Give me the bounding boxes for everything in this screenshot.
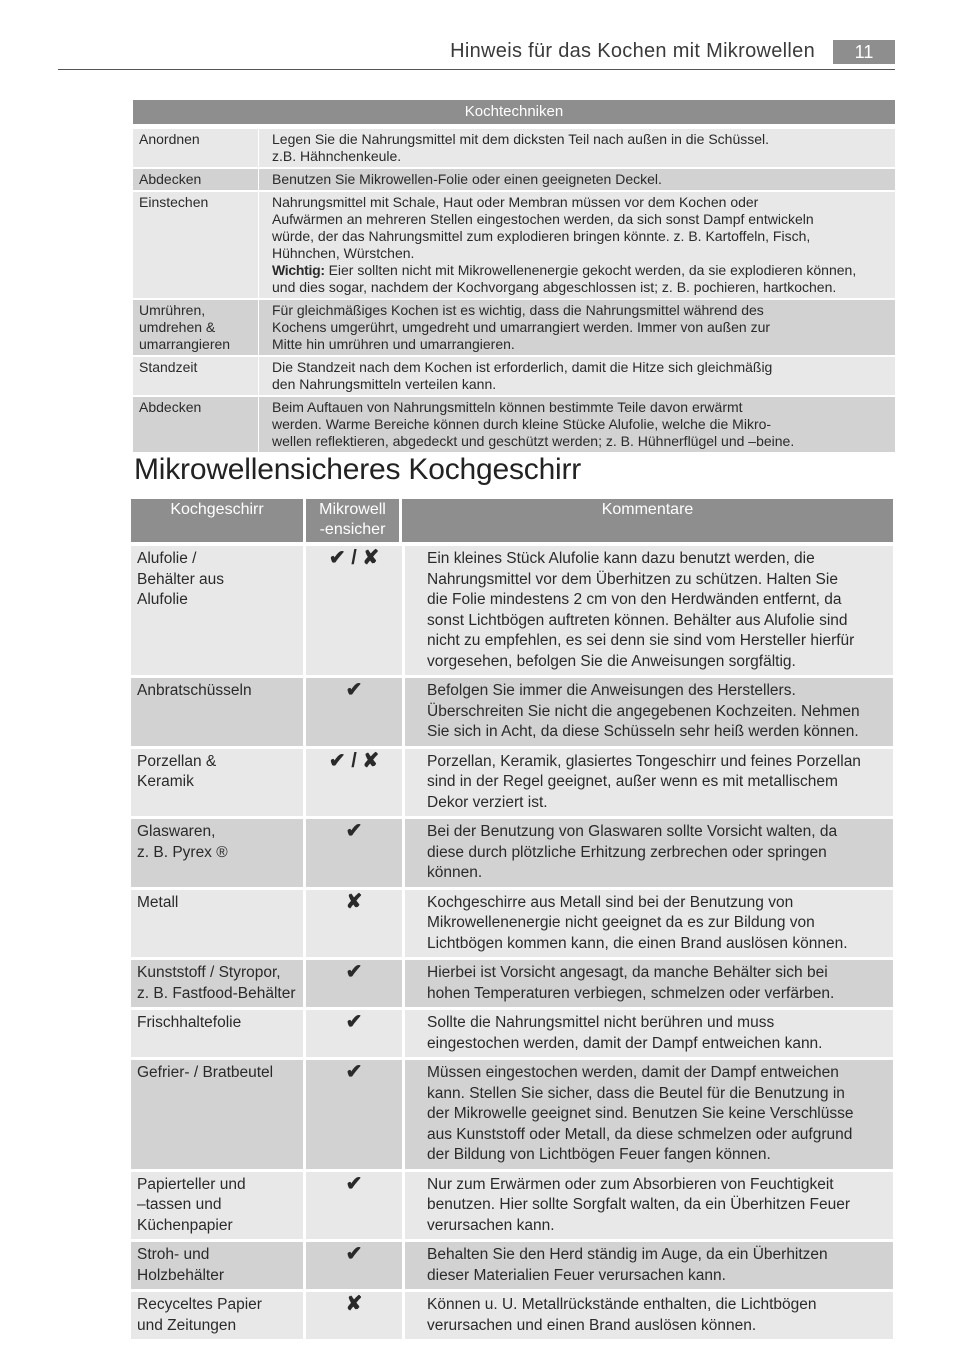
page-header [58,36,895,70]
microwave-safe-mark: ✔ [306,678,402,746]
header-kochgeschirr: Kochgeschirr [131,499,303,542]
cookware-name: Gefrier- / Bratbeutel [131,1060,303,1169]
table-row [131,546,893,675]
technique-name: Einstechen [133,192,259,298]
cookware-comment: Müssen eingestochen werden, damit der Dampf entweichen kann. Stellen Sie sicher, dass die Beutel für die Benutzung in der Mikrowelle geeignet sind. Benutzen Sie keine Verschlüsse aus Kunststoff oder Metall, da diese schmelzen oder aufgrund der Bildung von Lichtbögen Feuer fangen können. [405,1060,893,1169]
technique-desc: Legen Sie die Nahrungsmittel mit dem dicksten Teil nach außen in die Schüssel. z.B. Hähnchenkeule. [272,131,770,164]
cookware-name: Metall [131,890,303,958]
table-row [131,1242,893,1289]
technique-name: Abdecken [133,169,259,190]
table-row [133,300,895,357]
technique-desc: Beim Auftauen von Nahrungsmitteln können bestimmte Teile davon erwärmt werden. Warme Bereiche können durch kleine Stücke Alufolie, welche die Mikro- wellen reflektieren, abgedeckt und geschützt werden; z. B. Hühnerflügel und –beine. [272,399,795,449]
microwave-safe-mark: ✔ [306,819,402,887]
table-row [133,397,895,454]
microwave-safe-mark: ✔ [306,1060,402,1169]
cookware-comment: Kochgeschirre aus Metall sind bei der Benutzung von Mikrowellenenergie nicht geeignet da es zur Bildung von Lichtbögen kommen kann, die einen Brand auslösen können. [405,890,893,958]
cookware-comment: Hierbei ist Vorsicht angesagt, da manche Behälter sich bei hohen Temperaturen verbiegen, schmelzen oder verfärben. [405,960,893,1007]
cookware-name: Glaswaren, z. B. Pyrex ® [131,819,303,887]
microwave-safe-mark: ✔ [306,960,402,1007]
microwave-safe-mark: ✔ / ✘ [306,546,402,675]
cookware-name: Frischhaltefolie [131,1010,303,1057]
cookware-name: Kunststoff / Styropor, z. B. Fastfood-Behälter [131,960,303,1007]
table-header [131,499,893,542]
microwave-safe-mark: ✔ [306,1242,402,1289]
kochtechniken-title: Kochtechniken [133,100,895,124]
kochgeschirr-table [131,499,893,1342]
microwave-safe-mark: ✔ / ✘ [306,749,402,817]
header-mikrowellensicher: Mikrowell -ensicher [306,499,399,542]
cookware-name: Stroh- und Holzbehälter [131,1242,303,1289]
technique-name: Umrühren, umdrehen & umarrangieren [133,300,259,355]
cookware-comment: Nur zum Erwärmen oder zum Absorbieren von Feuchtigkeit benutzen. Hier sollte Sorgfalt walten, da ein Überhitzen Feuer verursachen kann. [405,1172,893,1240]
header-kommentare: Kommentare [402,499,893,542]
cookware-name: Papierteller und –tassen und Küchenpapier [131,1172,303,1240]
table-row [131,749,893,817]
cookware-comment: Bei der Benutzung von Glaswaren sollte Vorsicht walten, da diese durch plötzliche Erhitzung zerbrechen oder springen können. [405,819,893,887]
technique-desc: Die Standzeit nach dem Kochen ist erforderlich, damit die Hitze sich gleichmäßig den Nahrungsmitteln verteilen kann. [272,359,773,392]
table-row [131,1292,893,1339]
table-row [131,678,893,746]
important-text: Eier sollten nicht mit Mikrowellenenergie gekocht werden, da sie explodieren können, und dies sogar, nachdem der Kochvorgang abgeschlossen ist; z. B. pochieren, hartkochen. [272,262,857,295]
microwave-safe-mark: ✔ [306,1010,402,1057]
technique-desc: Nahrungsmittel mit Schale, Haut oder Membran müssen vor dem Kochen oder Aufwärmen an mehreren Stellen eingestochen werden, da sich sonst Dampf entwickeln würde, der das Nahrungsmittel zum explodieren bringen könnte. z. B. Kartoffeln, Fisch, Hühnchen, Würstchen. Wichtig: Eier sollten nicht mit Mikrowellenenergie gekocht werden, da sie explodieren können, und dies sogar, nachdem der Kochvorgang abgeschlossen ist; z. B. pochieren, hartkochen. [272,194,857,295]
section-title: Mikrowellensicheres Kochgeschirr [134,453,582,486]
technique-name: Abdecken [133,397,259,452]
microwave-safe-mark: ✔ [306,1172,402,1240]
technique-name: Standzeit [133,357,259,395]
table-row [131,1172,893,1240]
cookware-name: Anbratschüsseln [131,678,303,746]
technique-desc: Benutzen Sie Mikrowellen-Folie oder einen geeigneten Deckel. [272,171,662,187]
table-row [131,890,893,958]
table-row [131,819,893,887]
table-row [131,1010,893,1057]
table-row [133,169,895,192]
technique-name: Anordnen [133,129,259,167]
cookware-comment: Können u. U. Metallrückstände enthalten, die Lichtbögen verursachen und einen Brand auslösen können. [405,1292,893,1339]
cookware-comment: Ein kleines Stück Alufolie kann dazu benutzt werden, die Nahrungsmittel vor dem Überhitzen zu schützen. Halten Sie die Folie mindestens 2 cm von den Herdwänden entfernt, da sonst Lichtbögen auftreten können. Behälter aus Alufolie sind nicht zu empfehlen, es sei denn sie sind vom Hersteller hierfür vorgesehen, befolgen Sie die Anweisungen sorgfältig. [405,546,893,675]
cookware-comment: Porzellan, Keramik, glasiertes Tongeschirr und feines Porzellan sind in der Regel geeignet, außer wenn es mit metallischem Dekor verziert ist. [405,749,893,817]
table-row [133,192,895,300]
cookware-comment: Behalten Sie den Herd ständig im Auge, da ein Überhitzen dieser Materialien Feuer verursachen kann. [405,1242,893,1289]
page-number: 11 [833,40,895,64]
microwave-safe-mark: ✘ [306,1292,402,1339]
cookware-name: Recyceltes Papier und Zeitungen [131,1292,303,1339]
cookware-name: Alufolie / Behälter aus Alufolie [131,546,303,675]
table-row [133,129,895,169]
cookware-name: Porzellan & Keramik [131,749,303,817]
table-row [133,357,895,397]
technique-desc: Für gleichmäßiges Kochen ist es wichtig, dass die Nahrungsmittel während des Kochens umgerührt, umgedreht und umarrangiert werden. Immer von außen zur Mitte hin umrühren und umarrangieren. [272,302,771,352]
header-title: Hinweis für das Kochen mit Mikrowellen [450,40,815,62]
table-row [131,1060,893,1169]
cookware-comment: Sollte die Nahrungsmittel nicht berühren und muss eingestochen werden, damit der Dampf entweichen kann. [405,1010,893,1057]
cookware-comment: Befolgen Sie immer die Anweisungen des Herstellers. Überschreiten Sie nicht die angegebenen Kochzeiten. Nehmen Sie sich in Acht, da diese Schüsseln sehr heiß werden können. [405,678,893,746]
microwave-safe-mark: ✘ [306,890,402,958]
important-label: Wichtig: [272,262,325,278]
kochtechniken-table [133,100,895,454]
table-row [131,960,893,1007]
